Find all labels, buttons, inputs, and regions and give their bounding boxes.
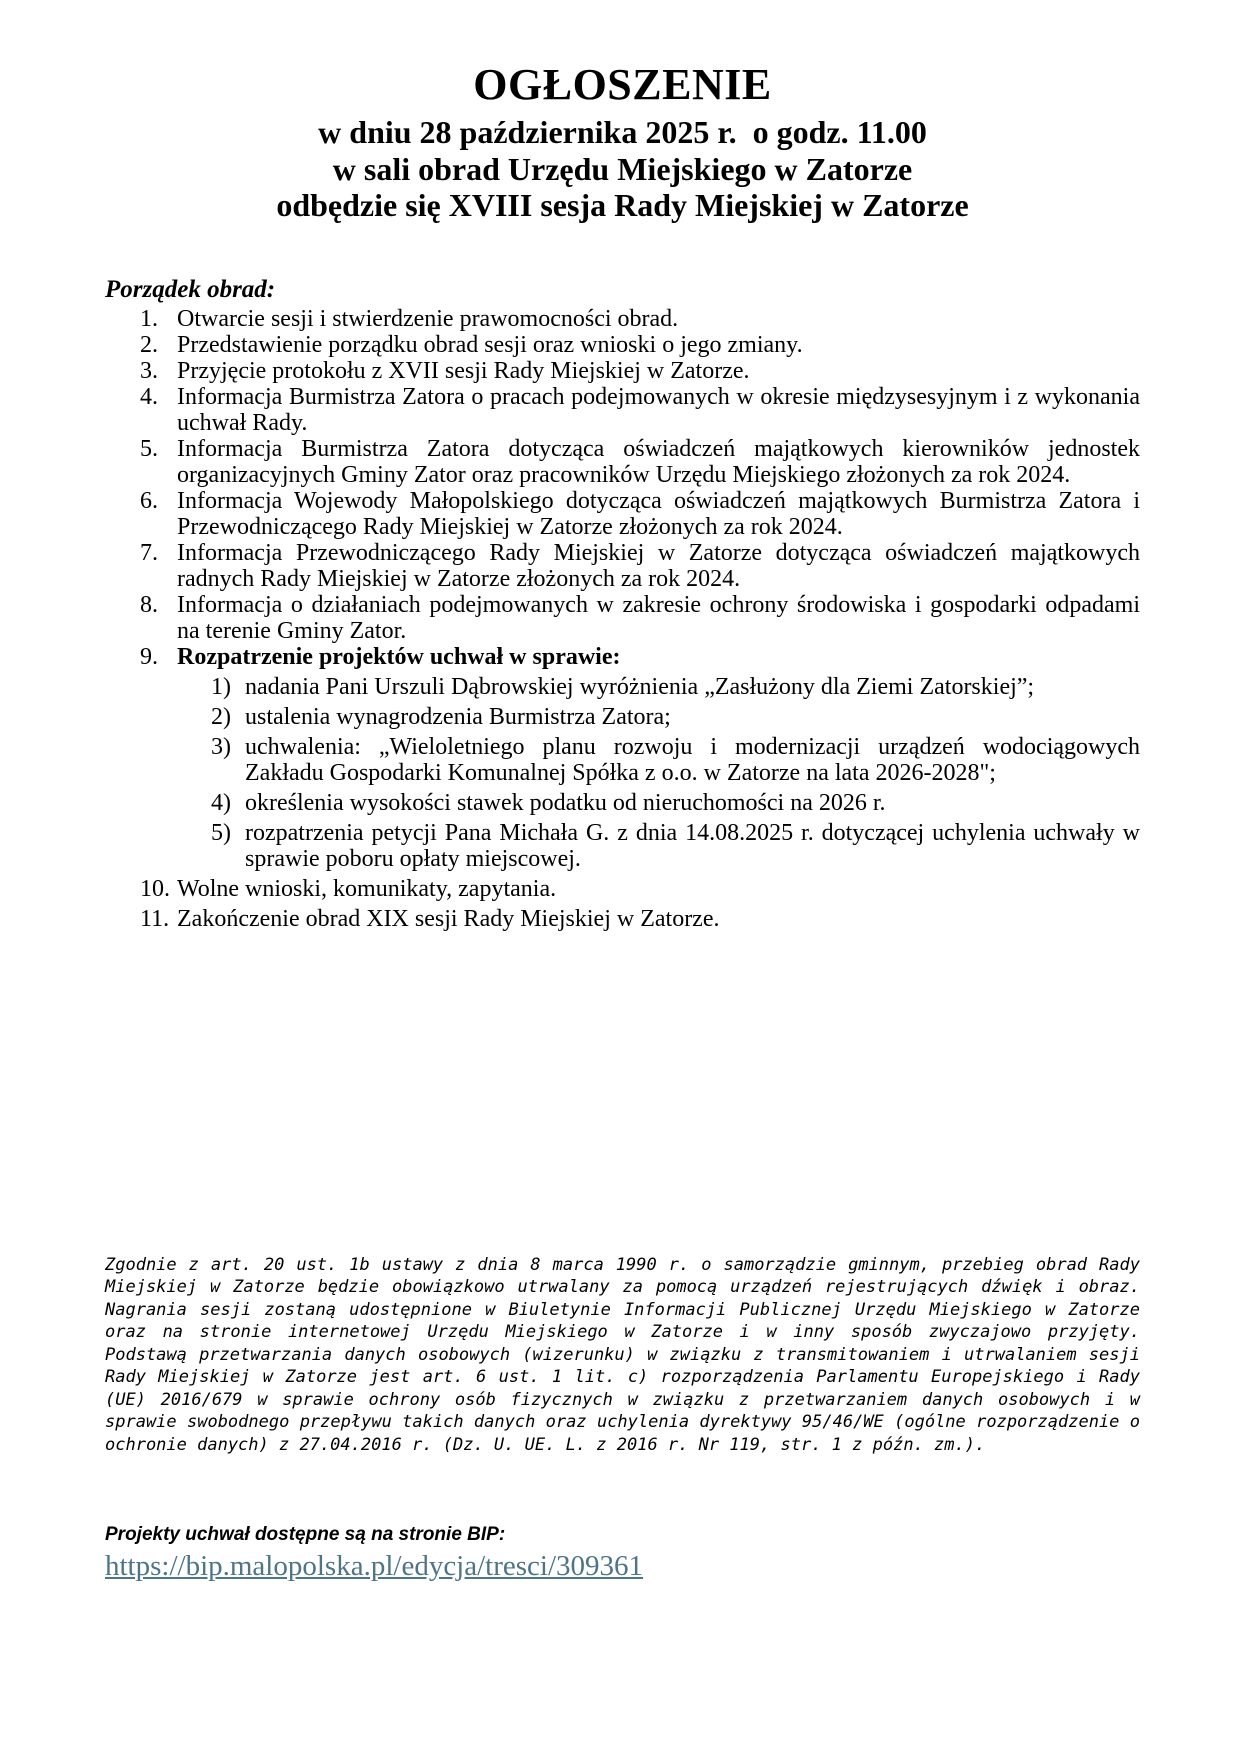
item-number: 10. <box>140 875 170 902</box>
subitem-text: uchwalenia: „Wieloletniego planu rozwoju i modernizacji urządzeń wodociągowych Zakładu Gospodarki Komunalnej Spółka z o.o. w Zatorze na lata 2026-2028"; <box>245 733 1140 786</box>
item-text: Otwarcie sesji i stwierdzenie prawomocności obrad. <box>177 305 679 332</box>
agenda-subitem-3 <box>105 734 1140 786</box>
subitem-number: 4) <box>211 789 231 816</box>
bip-link[interactable]: https://bip.malopolska.pl/edycja/tresci/309361 <box>105 1550 644 1582</box>
item-number: 5. <box>140 435 158 462</box>
item-number: 4. <box>140 383 158 410</box>
agenda-item-1 <box>105 306 1140 332</box>
subitem-number: 1) <box>211 673 231 700</box>
item-text: Wolne wnioski, komunikaty, zapytania. <box>177 875 557 902</box>
item-text: Rozpatrzenie projektów uchwał w sprawie: <box>177 643 621 670</box>
subtitle-line-session: odbędzie się XVIII sesja Rady Miejskiej w Zatorze <box>276 187 969 223</box>
agenda-item-9 <box>105 644 1140 670</box>
agenda-subitem-1 <box>105 674 1140 700</box>
item-number: 3. <box>140 357 158 384</box>
item-text: Informacja Burmistrza Zatora o pracach podejmowanych w okresie międzysesyjnym i z wykonania uchwał Rady. <box>177 383 1140 436</box>
agenda-item-6 <box>105 488 1140 540</box>
agenda-subitem-5 <box>105 820 1140 872</box>
subtitle-line-date-time: w dniu 28 października 2025 r. o godz. 11.00 <box>318 114 927 150</box>
subitem-number: 2) <box>211 703 231 730</box>
subitem-number: 3) <box>211 733 231 760</box>
agenda-item-8 <box>105 592 1140 644</box>
subitem-number: 5) <box>211 819 231 846</box>
item-number: 2. <box>140 331 158 358</box>
item-text: Przedstawienie porządku obrad sesji oraz wnioski o jego zmiany. <box>177 331 803 358</box>
item-number: 8. <box>140 591 158 618</box>
item-number: 9. <box>140 643 158 670</box>
agenda-subitem-2 <box>105 704 1140 730</box>
legal-notice: Zgodnie z art. 20 ust. 1b ustawy z dnia 8 marca 1990 r. o samorządzie gminnym, przebieg obrad Rady Miejskiej w Zatorze będzie obowiązkowo utrwalany za pomocą urządzeń rejestrujących dźwięk i obraz. Nagrania sesji zostaną udostępnione w Biuletynie Informacji Publicznej Urzędu Miejskiego w Zatorze oraz na stronie internetowej Urzędu Miejskiego w Zatorze i w inny sposób zwyczajowo przyjęty. Podstawą przetwarzania danych osobowych (wizerunku) w związku z transmitowaniem i utrwalaniem sesji Rady Miejskiej w Zatorze jest art. 6 ust. 1 lit. c) rozporządzenia Parlamentu Europejskiego i Rady (UE) 2016/679 w sprawie ochrony osób fizycznych w związku z przetwarzaniem danych osobowych i w sprawie swobodnego przepływu takich danych oraz uchylenia dyrektywy 95/46/WE (ogólne rozporządzenie o ochronie danych) z 27.04.2016 r. (Dz. U. UE. L. z 2016 r. Nr 119, str. 1 z późn. zm.). <box>105 1254 1140 1455</box>
bip-projects-label: Projekty uchwał dostępne są na stronie BIP: <box>105 1524 506 1545</box>
agenda-item-2 <box>105 332 1140 358</box>
agenda-item-7 <box>105 540 1140 592</box>
item-number: 11. <box>140 905 170 932</box>
subtitle-line-location: w sali obrad Urzędu Miejskiego w Zatorze <box>332 150 913 187</box>
agenda-item-11 <box>105 906 1140 932</box>
item-text: Informacja o działaniach podejmowanych w zakresie ochrony środowiska i gospodarki odpadami na terenie Gminy Zator. <box>177 591 1140 644</box>
item-text: Informacja Burmistrza Zatora dotycząca oświadczeń majątkowych kierowników jednostek organizacyjnych Gminy Zator oraz pracowników Urzędu Miejskiego złożonych za rok 2024. <box>177 435 1140 488</box>
agenda-item-4 <box>105 384 1140 436</box>
item-text: Informacja Przewodniczącego Rady Miejskiej w Zatorze dotycząca oświadczeń majątkowych radnych Rady Miejskiej w Zatorze złożonych za rok 2024. <box>177 539 1140 592</box>
item-text: Zakończenie obrad XIX sesji Rady Miejskiej w Zatorze. <box>177 905 720 932</box>
subitem-text: nadania Pani Urszuli Dąbrowskiej wyróżnienia „Zasłużony dla Ziemi Zatorskiej”; <box>245 673 1035 700</box>
agenda-heading: Porządek obrad: <box>105 275 276 303</box>
subtitle-block <box>105 114 1140 224</box>
item-number: 1. <box>140 305 158 332</box>
agenda-item-10 <box>105 876 1140 902</box>
item-number: 7. <box>140 539 158 566</box>
agenda-item-3 <box>105 358 1140 384</box>
item-text: Przyjęcie protokołu z XVII sesji Rady Miejskiej w Zatorze. <box>177 357 750 384</box>
agenda-subitem-4 <box>105 790 1140 816</box>
agenda-list <box>105 306 1140 932</box>
subitem-text: ustalenia wynagrodzenia Burmistrza Zatora; <box>245 703 671 730</box>
page-title: OGŁOSZENIE <box>473 60 772 109</box>
item-text: Informacja Wojewody Małopolskiego dotycząca oświadczeń majątkowych Burmistrza Zatora i Przewodniczącego Rady Miejskiej w Zatorze złożonych za rok 2024. <box>177 487 1140 540</box>
item-number: 6. <box>140 487 158 514</box>
subitem-text: rozpatrzenia petycji Pana Michała G. z dnia 14.08.2025 r. dotyczącej uchylenia uchwały w sprawie poboru opłaty miejscowej. <box>245 819 1140 872</box>
subitem-text: określenia wysokości stawek podatku od nieruchomości na 2026 r. <box>245 789 886 816</box>
agenda-item-5 <box>105 436 1140 488</box>
